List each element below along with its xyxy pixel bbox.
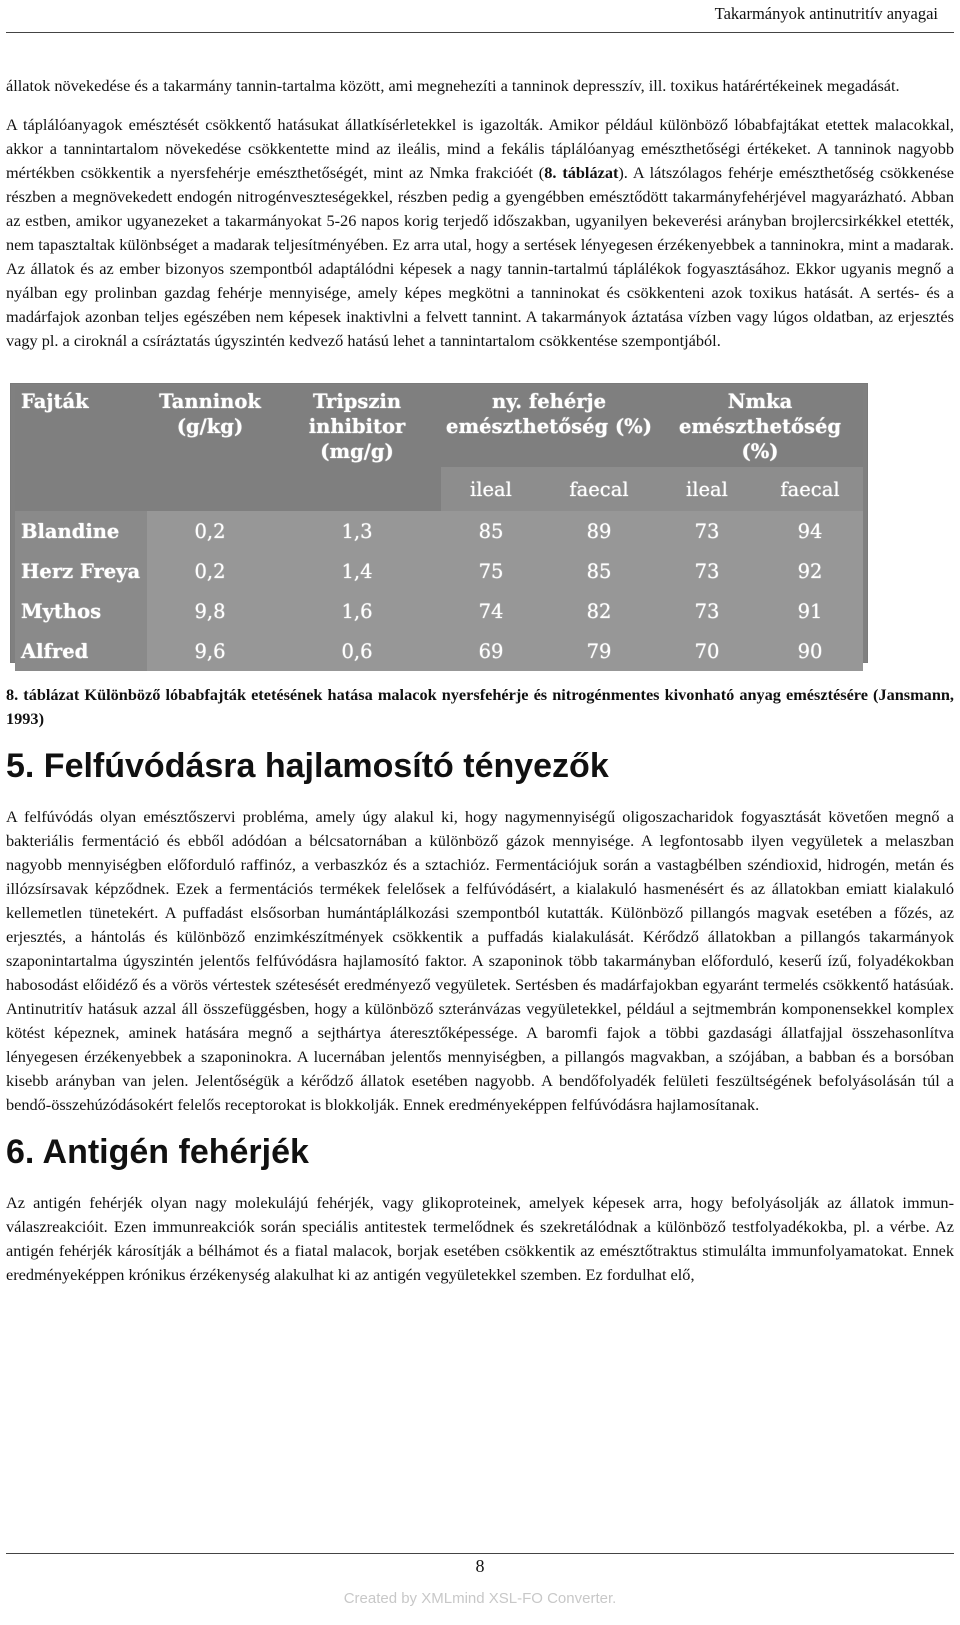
cell-ny-ileal: 75 (441, 551, 541, 591)
paragraph-text: ). A látszólagos fehérje emészthetőség csökkenése részben a megnövekedett endogén nitrogénveszteségekkel, részben pedig a gyengébben emésztődött takarmányfehérjével magyarázható. Abban az estben, amikor ugyanezeket a takarmányokat 5-26 napos korig terjedő időszakban, ugyanilyen bekeverési arányban brojlercsirkékkel etették, nem tapasztaltak különbséget a madarak teljesítményében. Ez arra utal, hogy a sertések lényegesen érzékenyebbek a tanninokra, mint a madarak. Az állatok és az ember bizonyos szempontból adaptálódni képesek a nagy tannin-tartalmú táplálékok fogyasztásához. Ekkor ugyanis megnő a nyálban egy prolinban gazdag fehérje mennyisége, amely képes megkötni a tanninokat és csökkenteni azok toxikus hatását. A sertés- és a madárfajok azonban teljes egészében nem képesek inaktivlni a felvett tannint. A takarmányok áztatása vízben vagy lúgos oldatban, az erjesztés vagy pl. a ciroknál a csíráztatás úgyszintén kedvező hatású lehet a tannintartalom csökkentése szempontjából. (6, 163, 954, 350)
paragraph-section-5: A felfúvódás olyan emésztőszervi probléma, amely úgy alakul ki, hogy nagymennyiségű oligoszacharidok fogyasztását követően megnő a bakteriális fermentáció és ebből adódóan a bélcsatornában a különböző gázok mennyisége. A legfontosabb ilyen vegyületek a melaszban nagyobb mennyiségben előforduló raffinóz, a verbaszkóz és a sztachióz. Fermentációjuk során a vastagbélben széndioxid, hidrogén, metán és illózsírsavak képződnek. Ezek a fermentációs termékek felelősek a felfúvódásért, a kialakuló hasmenésért és az állatokban emiatt kialakuló kellemetlen tünetekért. A puffadást elsősorban humántáplálkozási szempontból kutatták. Különböző pillangós magvak esetében a főzés, az erjesztés, a hántolás és különböző enzimkészítmények csökkentik a puffadás kialakulását. Kérődző állatokban a pillangós takarmányok szaponintartalma úgyszintén jelentős felfúvódásra hajlamosító faktor. A szaponinok több takarmányban előforduló, keserű ízű, folyadékokban habosodást előidéző és a vörös vértestek szétesését eredményező vegyületek. Sertésben és madárfajokban egyaránt termelés csökkentő hatásúak. Antinutritív hatásuk azzal áll összefüggésben, hogy a különböző szteránvázas vegyületekkel, például a sejtmembrán komponensekkel komplex kötést képeznek, aminek hatására megnő a sejthártya áteresztőképessége. A baromfi fajok a többi gazdasági állatfajjal összehasonlítva lényegesen érzékenyebbek a szaponinokra. A lucernában jelentős mennyiségben, a pillangós magvakban, a szójában, a babban és a borsóban kisebb arányban van jelen. Jelentőségük a kérődző állatok esetében nagyobb. A bendőfolyadék felületi feszültségének befolyásolásán túl a bendő-összehúzódásokért felelős receptorokat is blokkolják. Ennek eredményeképpen felfúvódásra hajlamosítanak. (6, 807, 954, 1114)
table-reference: 8. táblázat (544, 163, 619, 182)
header-nmka-line1: Nmka (727, 390, 793, 413)
header-tripszin (273, 386, 441, 511)
cell-nmka-ileal: 73 (657, 511, 757, 551)
cell-tannin: 9,6 (147, 631, 273, 671)
cell-nmka-ileal: 73 (657, 591, 757, 631)
subheader-faecal: faecal (757, 467, 863, 511)
cell-variety: Blandine (15, 511, 147, 551)
creator-brand-link[interactable]: XMLmind XSL-FO Converter. (421, 1590, 617, 1607)
header-tripszin-line1: Tripszin (312, 390, 402, 413)
table-row (15, 591, 863, 631)
paragraph-tannin-digestion (6, 113, 954, 353)
cell-nmka-ileal: 70 (657, 631, 757, 671)
cell-nmka-ileal: 73 (657, 551, 757, 591)
table-row (15, 551, 863, 591)
cell-ny-faecal: 82 (541, 591, 657, 631)
table-header-row (15, 386, 863, 467)
header-tanninok-line2: (g/kg) (176, 415, 244, 438)
cell-tripszin: 1,4 (273, 551, 441, 591)
cell-variety: Herz Freya (15, 551, 147, 591)
paragraph-intro: állatok növekedése és a takarmány tannin-tartalma között, ami megnehezíti a tanninok depresszív, ill. toxikus határértékeinek megadását. (6, 76, 900, 95)
header-nyfeherje-line1: ny. fehérje (492, 390, 606, 413)
header-nmka-line2: emészthetőség (%) (678, 415, 842, 463)
cell-nmka-faecal: 94 (757, 511, 863, 551)
header-nyfeherje (441, 386, 657, 467)
section-heading-5: 5. Felfúvódásra hajlamosító tényezők (6, 747, 609, 785)
cell-tannin: 0,2 (147, 551, 273, 591)
paragraph-text: A táplálóanyagok emésztését csökkentő hatásukat állatkísérletekkel is igazolták. Amikor például különböző lóbabfajtákat etettek malacokkal, akkor a tannintartalom növekedése csökkentette mind az ileális, mind a fekális táplálóanyag emészthetőségi értékeket. A tanninok nagyobb mértékben csökkentik a nyersfehérje emészthetőségét, mint az Nmka frakcióét ( (6, 115, 954, 182)
cell-ny-faecal: 85 (541, 551, 657, 591)
header-tripszin-line2: inhibitor (mg/g) (308, 415, 406, 463)
cell-nmka-faecal: 92 (757, 551, 863, 591)
footer-divider (6, 1553, 954, 1554)
header-nmka (657, 386, 863, 467)
cell-ny-faecal: 79 (541, 631, 657, 671)
section-heading-6: 6. Antigén fehérjék (6, 1133, 309, 1171)
header-tanninok-line1: Tanninok (159, 390, 261, 413)
cell-ny-ileal: 85 (441, 511, 541, 551)
cell-tripszin: 0,6 (273, 631, 441, 671)
cell-nmka-faecal: 91 (757, 591, 863, 631)
cell-tripszin: 1,3 (273, 511, 441, 551)
header-fajtak: Fajták (15, 386, 147, 511)
subheader-faecal: faecal (541, 467, 657, 511)
creator-watermark (0, 1590, 960, 1607)
header-tanninok (147, 386, 273, 511)
data-table-image (10, 383, 868, 663)
page-content (6, 74, 954, 1287)
cell-ny-ileal: 69 (441, 631, 541, 671)
running-header: Takarmányok antinutritív anyagai (714, 4, 938, 23)
cell-nmka-faecal: 90 (757, 631, 863, 671)
faba-bean-table (15, 386, 863, 671)
subheader-ileal: ileal (441, 467, 541, 511)
cell-tannin: 9,8 (147, 591, 273, 631)
paragraph-section-6: Az antigén fehérjék olyan nagy molekulájú fehérjék, vagy glikoproteinek, amelyek képesek arra, hogy befolyásolják az állatok immun-válaszreakcióit. Ezen immunreakciók során speciális antitestek termelődnek és szekretálódnak a különböző testfolyadékokba, pl. a vérbe. Az antigén fehérjék károsítják a bélhámot és a fiatal malacok, borjak esetében csökkentik az emésztőtraktus stimulálta immunfolyamatokat. Ennek eredményeképpen krónikus érzékenység alakulhat ki az antigén vegyületekkel szemben. Ez fordulhat elő, (6, 1193, 954, 1284)
header-nyfeherje-line2: emészthetőség (%) (446, 415, 652, 438)
cell-tripszin: 1,6 (273, 591, 441, 631)
cell-variety: Alfred (15, 631, 147, 671)
page-number: 8 (475, 1556, 485, 1576)
header-divider (6, 32, 954, 33)
table-row (15, 631, 863, 671)
cell-ny-faecal: 89 (541, 511, 657, 551)
subheader-ileal: ileal (657, 467, 757, 511)
cell-ny-ileal: 74 (441, 591, 541, 631)
table-row (15, 511, 863, 551)
table-caption: 8. táblázat Különböző lóbabfajták etetésének hatása malacok nyersfehérje és nitrogénmentes kivonható anyag emésztésére (Jansmann, 1993) (6, 685, 954, 728)
creator-text: Created by (343, 1590, 422, 1607)
cell-tannin: 0,2 (147, 511, 273, 551)
cell-variety: Mythos (15, 591, 147, 631)
